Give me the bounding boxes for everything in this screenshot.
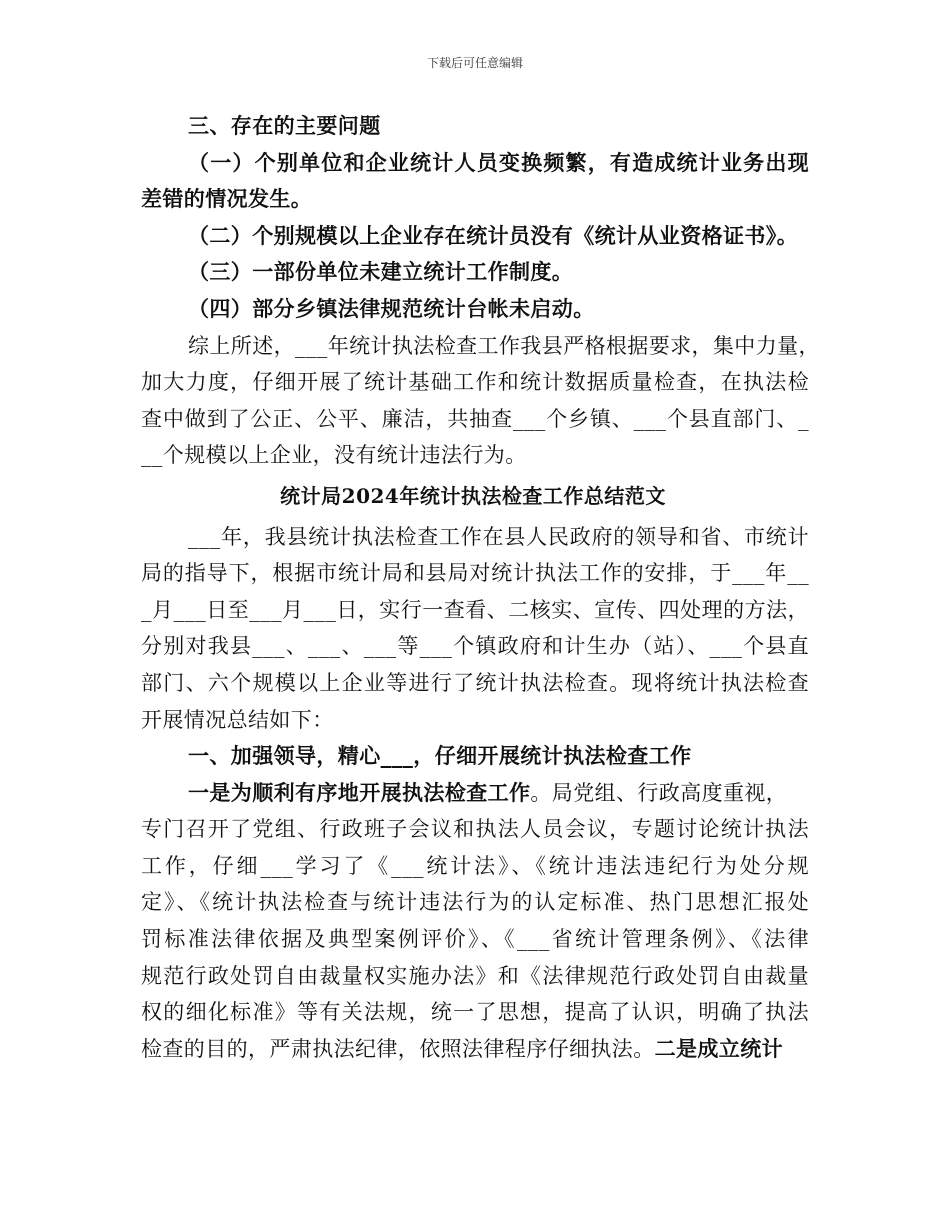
intro-line: 开展情况总结如下： (141, 707, 334, 732)
para-line (141, 775, 809, 812)
para-text: 。局党组、行政高度重视， (530, 780, 788, 805)
para-text: 检查的目的，严肃执法纪律，依照法律程序仔细执法。 (141, 1036, 655, 1061)
para-line: 权的细化标准》等有关法规，统一了思想，提高了认识，明确了执法 (141, 1000, 809, 1025)
problem-item-1: （一）个别单位和企业统计人员变换频繁，有造成统计业务出现 (188, 149, 809, 175)
intro-line: ___年，我县统计执法检查工作在县人民政府的领导和省、市统计 (188, 524, 809, 549)
bold-lead: 二是成立统计 (654, 1035, 784, 1061)
intro-line: 局的指导下，根据市统计局和县局对统计执法工作的安排，于___年__ (141, 561, 809, 586)
intro-line: 部门、六个规模以上企业等进行了统计执法检查。现将统计执法检查 (141, 670, 809, 695)
intro-line: _月___日至___月___日，实行一查看、二核实、宣传、四处理的方法， (141, 597, 809, 622)
summary-line: __个规模以上企业，没有统计违法行为。 (141, 443, 527, 468)
problem-item-2: （二）个别规模以上企业存在统计员没有《统计从业资格证书》。 (188, 222, 799, 248)
document-body (141, 108, 820, 1067)
intro-line: 分别对我县___、___、___等___个镇政府和计生办（站）、___个县直 (141, 634, 809, 659)
para-line: 罚标准法律依据及典型案例评价》、《___省统计管理条例》、《法律 (141, 927, 809, 952)
para-line: 规范行政处罚自由裁量权实施办法》和《法律规范行政处罚自由裁量 (141, 963, 809, 988)
summary-line: 加大力度，仔细开展了统计基础工作和统计数据质量检查，在执法检 (141, 370, 809, 395)
summary-line: 查中做到了公正、公平、廉洁，共抽查___个乡镇、___个县直部门、_ (141, 406, 809, 431)
para-line: 工作，仔细___学习了《___统计法》、《统计违法违纪行为处分规 (141, 853, 809, 878)
section-heading: 三、存在的主要问题 (188, 113, 381, 138)
page-header: 下载后可任意编辑 (426, 56, 523, 70)
problem-item-4: （四）部分乡镇法律规范统计台帐未启动。 (188, 295, 595, 321)
para-line: 定》、《统计执法检查与统计违法行为的认定标准、热门思想汇报处 (141, 890, 809, 915)
subsection-heading: 一、加强领导，精心___，仔细开展统计执法检查工作 (188, 743, 692, 769)
article-title: 统计局2024年统计执法检查工作总结范文 (280, 483, 666, 508)
bold-lead: 一是为顺利有序地开展执法检查工作 (188, 779, 531, 805)
para-line: 专门召开了党组、行政班子会议和执法人员会议，专题讨论统计执法 (141, 817, 809, 842)
para-line (141, 1031, 809, 1068)
problem-item-3: （三）一部份单位未建立统计工作制度。 (188, 259, 574, 285)
problem-item-1-cont: 差错的情况发生。 (141, 186, 313, 212)
summary-line: 综上所述，___年统计执法检查工作我县严格根据要求，集中力量， (188, 333, 820, 358)
